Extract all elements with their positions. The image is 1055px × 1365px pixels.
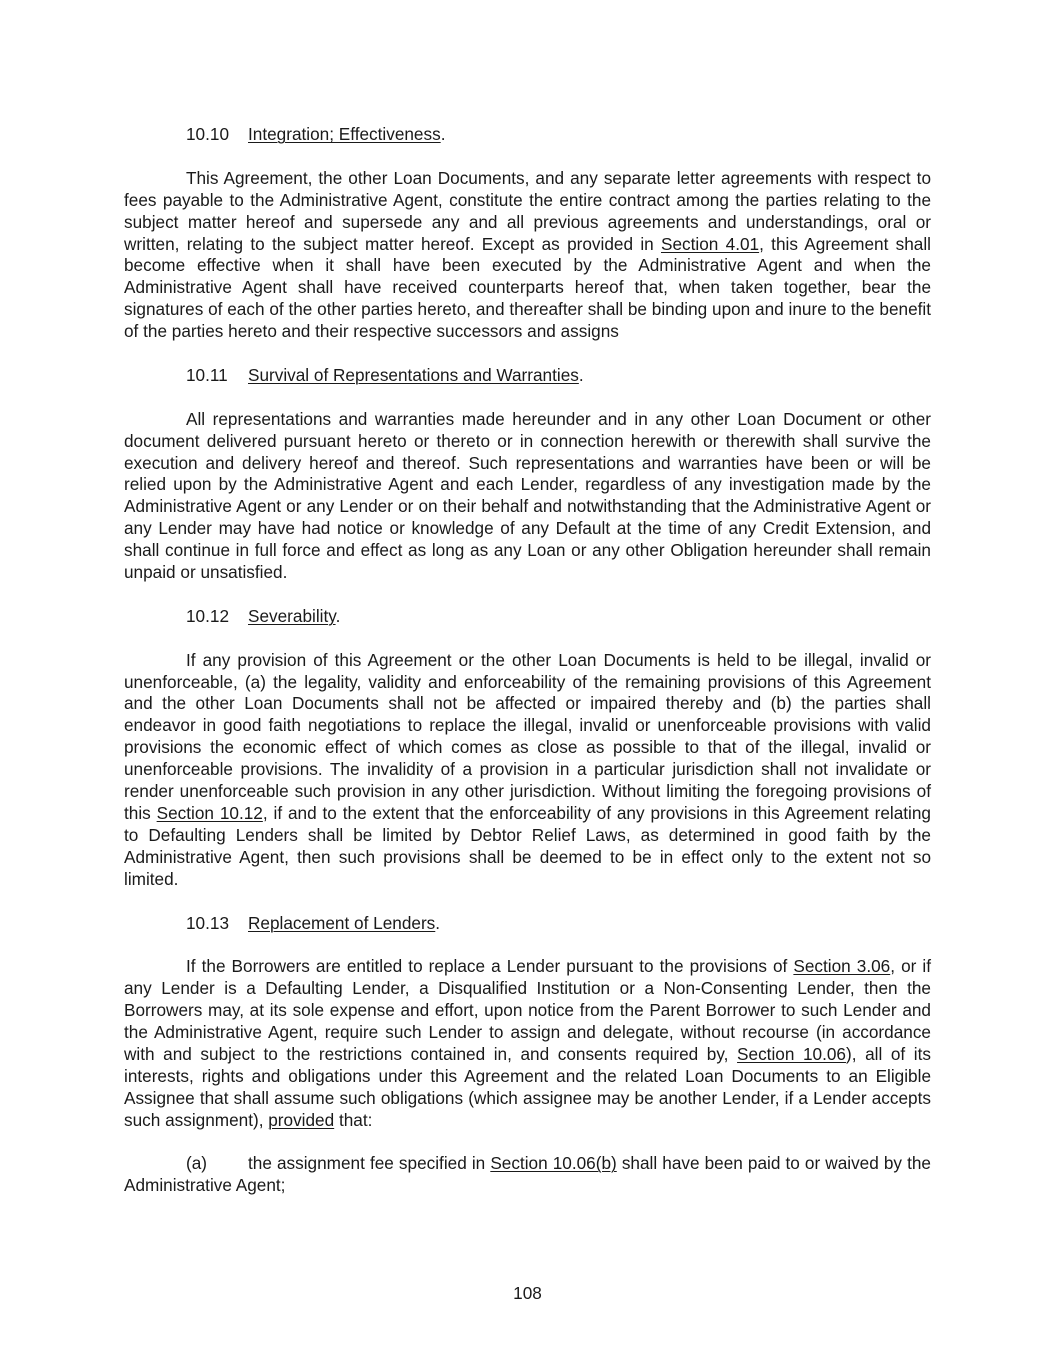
section-paragraph-10-10	[124, 168, 931, 343]
section-heading-10-10: 10.10 Integration; Effectiveness.	[186, 124, 446, 144]
clause-label: (a)	[186, 1153, 208, 1174]
paragraph-text: All representations and warranties made hereunder and in any other Loan Document or other document delivered pursuant hereto or thereto or in connection herewith or therewith shall survive the execution and delivery hereof and thereof. Such representations and warranties have been or will be relied upon by the Administrative Agent and each Lender, regardless of any investigation made by the Administrative Agent or any Lender or on their behalf and notwithstanding that the Administrative Agent or any Lender may have had notice or knowledge of any Default at the time of any Credit Extension, and shall continue in full force and effect as long as any Loan or any other Obligation hereunder shall remain unpaid or unsatisfied.	[124, 408, 931, 583]
paragraph-text: This Agreement, the other Loan Documents, and any separate letter agreements with respect to fees payable to the Administrative Agent, constitute the entire contract among the parties relating to the subject matter hereof and supersede any and all previous agreements and understandings, oral or written, relating to the subject matter hereof. Except as provided in	[124, 167, 931, 254]
section-number: 10.11	[186, 364, 228, 385]
paragraph-text: , or if any Lender is a Defaulting Lender, a Disqualified Institution or a Non-Consenting Lender, then the Borrowers may, at its sole expense and effort, upon notice from the Parent Borrower to such Lender and the Administrative Agent, require such Lender to assign and delegate, without recourse (in accordance with and subject to the restrictions contained in, and consents required by,	[124, 956, 931, 1064]
section-title: Integration; Effectiveness	[248, 124, 441, 144]
section-reference-link: Section 3.06	[793, 956, 891, 977]
section-paragraph-10-12	[124, 650, 931, 891]
paragraph-text: If the Borrowers are entitled to replace a Lender pursuant to the provisions of	[186, 956, 794, 977]
paragraph-text: If any provision of this Agreement or the other Loan Documents is held to be illegal, invalid or unenforceable, (a) the legality, validity and enforceability of the remaining provisions of this Agreement and the other Loan Documents shall not be affected or impaired thereby and (b) the parties shall endeavor in good faith negotiations to replace the illegal, invalid or unenforceable provisions with valid provisions the economic effect of which comes as close as possible to that of the illegal, invalid or unenforceable provisions. The invalidity of a provision in a particular jurisdiction shall not invalidate or render unenforceable such provision in any other jurisdiction. Without limiting the foregoing provisions of this	[124, 649, 931, 824]
section-number: 10.13	[186, 912, 230, 933]
section-number: 10.12	[186, 605, 230, 626]
section-reference-link: Section 10.12	[156, 803, 263, 824]
provided-term: provided	[268, 1109, 335, 1130]
section-heading-10-13: 10.13 Replacement of Lenders.	[186, 912, 441, 933]
page-number: 108	[513, 1283, 542, 1303]
section-title: Survival of Representations and Warranties	[248, 364, 579, 385]
section-reference-link: Section 10.06(b)	[490, 1153, 617, 1174]
section-paragraph-10-11	[124, 409, 931, 584]
section-title: Replacement of Lenders	[248, 912, 436, 933]
section-title: Severability	[248, 605, 336, 626]
clause-a	[124, 1153, 931, 1197]
clause-text: shall have been paid to or waived by the Administrative Agent;	[124, 1153, 931, 1196]
paragraph-text: , if and to the extent that the enforceability of any provisions in this Agreement relating to Defaulting Lenders shall be limited by Debtor Relief Laws, as determined in good faith by the Administrative Agent, then such provisions shall be deemed to be in effect only to the extent not so limited.	[124, 803, 931, 889]
section-reference-link: Section 10.06	[737, 1043, 846, 1064]
section-paragraph-10-13	[124, 956, 931, 1131]
section-number: 10.10	[186, 124, 230, 144]
paragraph-text: that:	[334, 1109, 373, 1130]
section-heading-10-12: 10.12 Severability.	[186, 605, 341, 626]
clause-text: the assignment fee specified in	[248, 1153, 491, 1174]
section-heading-10-11: 10.11 Survival of Representations and Warranties.	[186, 364, 584, 385]
paragraph-text: , this Agreement shall become effective when it shall have been executed by the Administrative Agent and when the Administrative Agent shall have received counterparts hereof that, when taken together, bear the signatures of each of the other parties hereto, and thereafter shall be binding upon and inure to the benefit of the parties hereto and their respective successors and assigns	[124, 233, 931, 342]
paragraph-text: ), all of its interests, rights and obligations under this Agreement and the related Loan Documents to an Eligible Assignee that shall assume such obligations (which assignee may be another Lender, if a Lender accepts such assignment),	[124, 1043, 931, 1130]
document-page	[124, 124, 931, 1197]
section-reference-link: Section 4.01	[661, 233, 760, 254]
